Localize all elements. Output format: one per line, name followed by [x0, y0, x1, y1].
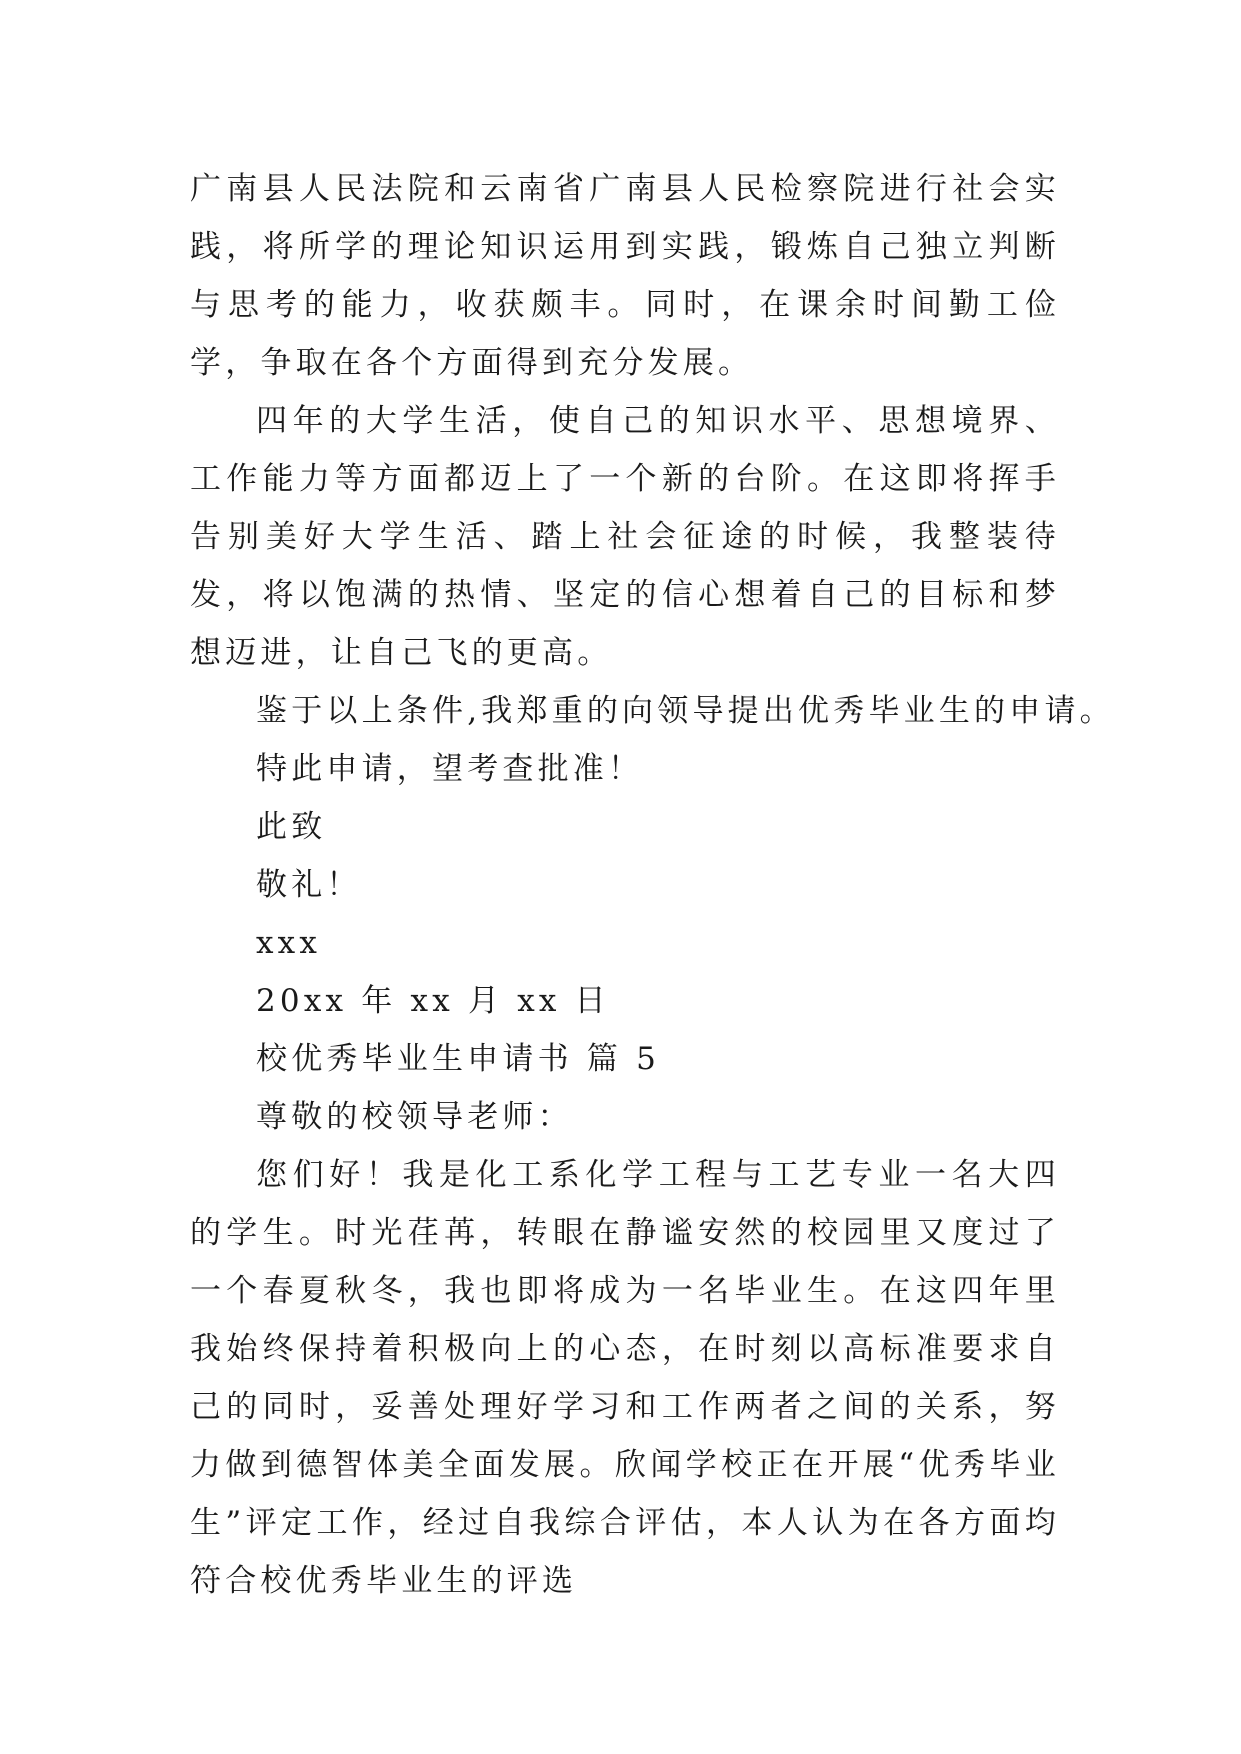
document-body [190, 160, 1115, 1610]
signature-date: 20xx 年 xx 月 xx 日 [256, 983, 610, 1019]
paragraph-request-approval: 特此申请，望考查批准！ [256, 751, 644, 787]
paragraph-application-statement: 鉴于以上条件,我郑重的向领导提出优秀毕业生的申请。 [256, 693, 1115, 729]
section-heading: 校优秀毕业生申请书 篇 5 [256, 1041, 661, 1077]
closing-regards: 敬礼！ [256, 867, 362, 903]
paragraph-introduction: 您们好！我是化工系化学工程与工艺专业一名大四的学生。时光荏苒，转眼在静谧安然的校园里又度过了一个春夏秋冬，我也即将成为一名毕业生。在这四年里我始终保持着积极向上的心态，在时刻以高标准要求自己的同时，妥善处理好学习和工作两者之间的关系，努力做到德智体美全面发展。欣闻学校正在开展“优秀毕业生”评定工作，经过自我综合评估，本人认为在各方面均符合校优秀毕业生的评选 [190, 1157, 1060, 1599]
paragraph-continued: 广南县人民法院和云南省广南县人民检察院进行社会实践，将所学的理论知识运用到实践，锻炼自己独立判断与思考的能力，收获颇丰。同时，在课余时间勤工俭学，争取在各个方面得到充分发展。 [190, 171, 1060, 381]
closing-salutation: 此致 [256, 809, 327, 845]
letter-greeting: 尊敬的校领导老师： [256, 1099, 573, 1135]
signature-name: xxx [256, 925, 322, 961]
paragraph-university-life: 四年的大学生活，使自己的知识水平、思想境界、工作能力等方面都迈上了一个新的台阶。在这即将挥手告别美好大学生活、踏上社会征途的时候，我整装待发，将以饱满的热情、坚定的信心想着自己的目标和梦想迈进，让自己飞的更高。 [190, 403, 1060, 671]
